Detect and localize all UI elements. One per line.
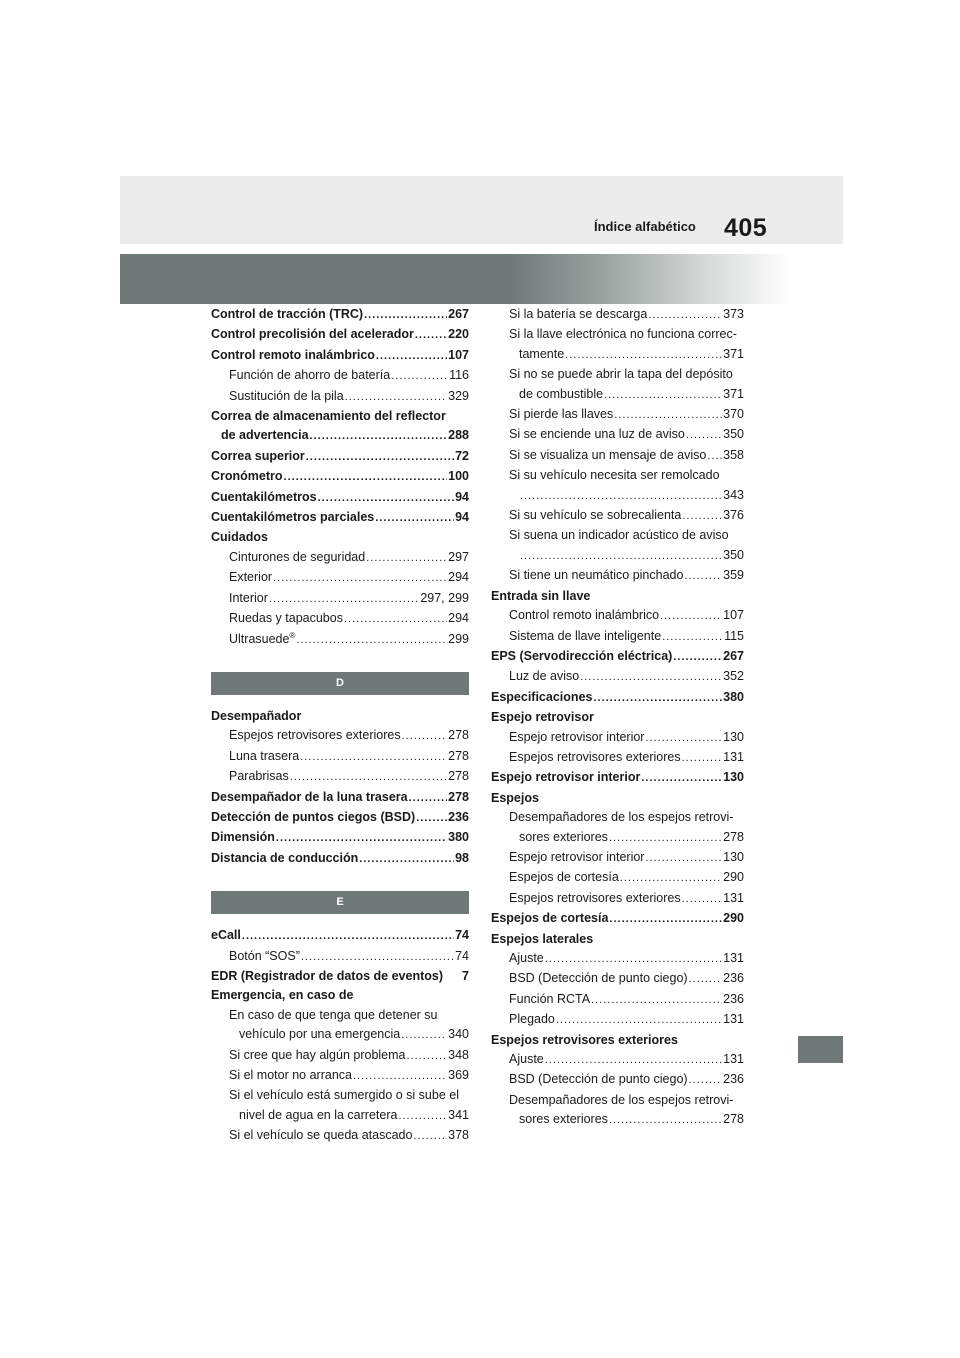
index-entry [491,949,744,969]
index-entry [211,346,469,366]
index-entry-term: Espejos retrovisores exteriores [509,890,681,905]
dot-leader [409,789,448,808]
index-entry-term: Desempañadores de los espejos retrovi- [509,810,734,825]
index-entry-page: 72 [455,448,469,463]
index-entry-term: Cuentakilómetros [211,489,317,504]
index-entry [211,366,469,386]
index-entry-page: 329 [448,388,469,403]
index-entry-term: Si su vehículo se sobrecalienta [509,508,682,523]
index-entry-page: 236 [723,991,744,1006]
index-entry-term: Sistema de llave inteligente [509,628,662,643]
index-entry [211,1066,469,1086]
index-entry [491,688,744,708]
index-entry-term: Espejo retrovisor [491,710,594,725]
dot-leader [364,306,447,325]
index-entry [491,848,744,868]
dot-leader [593,689,722,708]
dot-leader [359,850,454,869]
index-entry-term: Espejos retrovisores exteriores [509,749,681,764]
letter-header-d: D [211,672,469,695]
section-title: Índice alfabético [594,219,696,234]
index-entry-page: 236 [723,1072,744,1087]
index-entry-term: Entrada sin llave [491,588,591,603]
index-entry-term: Espejos retrovisores exteriores [491,1032,678,1047]
index-entry [491,526,744,545]
index-entry [491,990,744,1010]
index-entry-page: 380 [723,689,744,704]
index-entry-term: Especificaciones [491,689,593,704]
index-entry-page: 100 [448,469,469,484]
dot-leader [413,1127,447,1146]
index-entry-term: de advertencia [221,428,309,443]
dot-leader [609,1111,722,1130]
index-entry-page: 98 [455,850,469,865]
dot-leader [545,1051,722,1070]
page-number: 405 [724,214,768,242]
index-entry-term: Emergencia, en caso de [211,988,354,1003]
index-entry-page: 115 [724,628,744,643]
index-list [211,926,469,1146]
index-entry-term: Si se enciende una luz de aviso [509,427,685,442]
dot-leader [296,631,447,650]
index-entry-term: Desempañadores de los espejos retrovi- [509,1092,734,1107]
index-entry [491,446,744,466]
index-entry-term: Control de tracción (TRC) [211,307,364,321]
dot-leader [300,748,447,767]
index-entry-page: 343 [723,487,744,502]
index-entry [211,1046,469,1066]
index-entry [211,426,469,446]
dot-leader [415,326,447,345]
dot-leader [662,628,723,647]
dot-leader [684,567,722,586]
index-entry-page: 131 [723,749,744,764]
index-entry-page: 294 [448,570,469,585]
index-entry [491,587,744,606]
index-entry-term: Cuidados [211,530,268,545]
index-entry [491,647,744,667]
header-gradient-band [120,254,790,304]
index-entry [211,467,469,487]
index-entry-page: 350 [723,427,744,442]
index-entry-term: Exterior [229,570,273,585]
index-entry [211,767,469,787]
index-entry [211,508,469,528]
index-entry-term: EDR (Registrador de datos de eventos) [211,968,443,983]
index-entry-term: Espejo retrovisor interior [491,770,641,785]
index-entry [211,488,469,508]
index-entry [491,828,744,848]
index-entry-term: Si tiene un neumático pinchado [509,568,684,583]
index-entry-term: Detección de puntos ciegos (BSD) [211,809,416,824]
index-entry-term: Espejos [491,790,539,805]
index-entry-term: Espejos de cortesía [509,870,619,885]
dot-leader [375,509,454,528]
index-entry-page: 358 [723,447,744,462]
index-entry-page: 340 [448,1027,469,1042]
index-entry-term: tamente [519,346,565,361]
index-entry-term: Si pierde las llaves [509,407,614,422]
index-entry [211,407,469,426]
index-entry-page: 278 [723,829,744,844]
index-entry-page: 373 [723,307,744,321]
index-entry [491,1091,744,1110]
index-entry [491,667,744,687]
dot-leader [591,991,722,1010]
index-entry-term: Espejo retrovisor interior [509,849,645,864]
index-entry-term: Espejo retrovisor interior [509,729,645,744]
index-entry [211,589,469,609]
index-entry-page: 130 [723,729,744,744]
dot-leader [520,487,722,506]
dot-leader [641,769,722,788]
index-entry [491,728,744,748]
index-entry-term: Correa de almacenamiento del reflector [211,409,446,424]
dot-leader [645,729,722,748]
index-entry-term: Ultrasuede® [229,630,296,646]
index-entry-term: En caso de que tenga que detener su [229,1007,438,1022]
index-entry [491,909,744,929]
dot-leader [290,768,447,787]
index-entry [491,1110,744,1130]
index-entry [491,486,744,506]
index-entry-term: Si el motor no arranca [229,1068,352,1082]
index-entry-term: vehículo por una emergencia [239,1027,401,1042]
index-entry-term: Si la batería se descarga [509,307,648,321]
dot-leader [344,610,447,629]
index-entry-term: Función RCTA [509,991,591,1006]
index-entry-page: 267 [723,648,744,663]
index-entry-page: 131 [723,890,744,905]
dot-leader [565,346,722,365]
index-entry-page: 236 [448,809,469,824]
index-column-left [211,305,469,1147]
index-entry [491,889,744,909]
index-entry-term: Cuentakilómetros parciales [211,510,375,525]
dot-leader [556,1011,722,1030]
index-entry-page: 267 [448,307,469,321]
index-list [211,305,469,650]
index-entry-page: 288 [448,428,469,443]
dot-leader [398,1107,447,1126]
index-entry-term: de combustible [519,386,604,401]
dot-leader [416,809,447,828]
dot-leader [580,668,722,687]
dot-leader [609,829,722,848]
dot-leader [682,749,723,768]
dot-leader [318,489,455,508]
dot-leader [391,367,448,386]
index-entry-term: Dimensión [211,830,275,845]
dot-leader [660,607,722,626]
index-column-right [491,305,744,1131]
index-entry [211,707,469,726]
index-entry-page: 278 [723,1112,744,1127]
index-entry [491,345,744,365]
index-entry-term: Control remoto inalámbrico [509,608,660,623]
index-entry-term: Espejos de cortesía [491,911,609,926]
index-entry-term: Plegado [509,1012,555,1027]
dot-leader [609,910,722,929]
index-entry [491,365,744,384]
dot-leader [620,869,722,888]
index-entry-term: Si cree que hay algún problema [229,1047,406,1062]
index-entry [211,849,469,869]
dot-leader [345,388,447,407]
chapter-tab [798,1036,843,1063]
index-entry [211,630,469,650]
index-entry [491,1070,744,1090]
index-entry-page: 348 [448,1047,469,1062]
index-entry-term: nivel de agua en la carretera [239,1107,398,1122]
index-entry [211,926,469,946]
index-entry-page: 278 [448,789,469,804]
index-entry [491,1010,744,1030]
index-entry [211,447,469,467]
dot-leader [689,970,723,989]
index-entry [491,627,744,647]
index-entry-term: Desempañador [211,708,302,723]
index-entry-term: Ruedas y tapacubos [229,611,343,626]
letter-header-e: E [211,891,469,914]
index-entry [211,325,469,345]
index-list [491,305,744,1131]
dot-leader [301,948,454,967]
dot-leader [707,447,722,466]
index-entry-term: Distancia de conducción [211,850,359,865]
index-entry-term: eCall [211,928,241,943]
index-entry-page: 116 [449,368,469,383]
index-entry [491,708,744,727]
index-entry [491,1031,744,1050]
index-entry [491,748,744,768]
dot-leader [682,890,723,909]
index-entry [491,930,744,949]
dot-leader [689,1071,723,1090]
index-entry-page: 371 [723,386,744,401]
dot-leader [366,549,447,568]
index-entry [211,947,469,967]
index-entry-term: Sustitución de la pila [229,388,344,403]
index-entry-term: Botón “SOS” [229,948,300,963]
index-entry [491,425,744,445]
index-entry-page: 131 [723,1012,744,1027]
dot-leader [682,507,722,526]
index-entry [211,1126,469,1146]
index-entry-page: 131 [723,1052,744,1067]
index-entry-page: 350 [723,547,744,562]
index-entry-term: Ajuste [509,1052,544,1067]
index-entry-page: 380 [448,830,469,845]
index-entry-page: 341 [448,1107,469,1122]
index-entry [211,788,469,808]
index-entry-page: 352 [723,669,744,684]
index-entry [491,305,744,325]
index-entry [211,568,469,588]
index-entry-page: 74 [455,928,469,943]
index-entry-page: 376 [723,508,744,523]
index-entry-term: Control precolisión del acelerador [211,327,414,342]
index-entry-term: EPS (Servodirección eléctrica) [491,648,673,663]
index-entry-term: Si el vehículo está sumergido o si sube el [229,1088,459,1103]
index-entry-term: Función de ahorro de batería [229,368,391,383]
index-entry-term: Si no se puede abrir la tapa del depósito [509,367,733,382]
registered-mark: ® [289,630,296,640]
index-entry [491,1050,744,1070]
index-entry [491,969,744,989]
dot-leader [273,569,447,588]
dot-leader [673,648,722,667]
index-entry-page: 370 [723,407,744,422]
index-entry [211,548,469,568]
index-entry [211,967,469,986]
index-entry [211,305,469,325]
index-entry-term: sores exteriores [519,829,608,844]
index-entry-page: 131 [723,951,744,965]
dot-leader [545,950,722,969]
index-entry-term: Si el vehículo se queda atascado [229,1128,413,1143]
dot-leader [686,426,722,445]
index-entry [211,986,469,1005]
index-entry-page: 369 [448,1068,469,1082]
index-entry-term: Cronómetro [211,469,283,484]
dot-leader [614,406,722,425]
index-entry [211,808,469,828]
dot-leader [648,306,722,325]
index-entry-term: Interior [229,590,268,605]
index-entry [491,405,744,425]
index-entry-page: 94 [455,510,469,525]
index-entry [211,1106,469,1126]
index-entry-term: Ajuste [509,951,544,965]
dot-leader [269,590,419,609]
index-entry-page: 299 [448,631,469,646]
index-entry-page: 7 [462,968,469,983]
index-entry [211,1086,469,1105]
index-entry-page: 107 [448,347,469,362]
index-entry-page: 297 [448,549,469,564]
index-entry [211,726,469,746]
index-entry [491,325,744,344]
dot-leader [402,727,448,746]
index-entry-page: 290 [723,870,744,885]
index-entry-page: 294 [448,611,469,626]
index-entry [211,528,469,547]
index-entry [491,789,744,808]
index-entry [491,768,744,788]
index-entry-term: Desempañador de la luna trasera [211,789,408,804]
index-entry-page: 236 [723,971,744,986]
dot-leader [645,849,722,868]
dot-leader [353,1067,447,1086]
index-entry [491,546,744,566]
dot-leader [276,829,447,848]
index-entry-page: 378 [448,1128,469,1143]
index-entry-term: Espejos laterales [491,931,594,946]
index-entry [211,1006,469,1025]
index-entry [211,828,469,848]
dot-leader [520,547,722,566]
index-entry-term: BSD (Detección de punto ciego) [509,971,688,986]
index-list [211,707,469,869]
index-entry-term: Control remoto inalámbrico [211,347,375,362]
index-entry-term: Si se visualiza un mensaje de aviso [509,447,707,462]
index-entry-term: Si su vehículo necesita ser remolcado [509,468,720,483]
index-entry-page: 130 [723,770,744,785]
index-entry-page: 74 [455,948,469,963]
index-entry [491,606,744,626]
index-entry [211,1025,469,1045]
dot-leader [310,427,448,446]
index-entry-term: Si suena un indicador acústico de aviso [509,528,729,543]
index-entry-page: 359 [723,568,744,583]
dot-leader [284,468,448,487]
index-entry-page: 107 [723,608,744,623]
index-entry-term: Espejos retrovisores exteriores [229,728,401,743]
index-entry-term: Si la llave electrónica no funciona correc- [509,327,737,342]
dot-leader [242,927,454,946]
index-entry [491,808,744,827]
dot-leader [376,347,447,366]
index-entry-term: Cinturones de seguridad [229,549,366,564]
dot-leader [604,386,722,405]
dot-leader [401,1026,447,1045]
index-entry [211,747,469,767]
index-entry-page: 94 [455,489,469,504]
dot-leader [407,1047,448,1066]
index-entry [491,868,744,888]
index-entry [491,506,744,526]
dot-leader [306,448,454,467]
index-entry [211,609,469,629]
index-entry-term: sores exteriores [519,1112,608,1127]
index-entry-page: 371 [723,346,744,361]
index-entry-term: Correa superior [211,448,305,463]
index-entry [491,466,744,485]
index-entry-page: 278 [448,769,469,784]
index-entry [491,385,744,405]
index-entry-term: Luna trasera [229,748,300,763]
index-entry [491,566,744,586]
index-entry-page: 220 [448,327,469,342]
index-entry-term: Parabrisas [229,769,289,784]
index-entry-page: 297, 299 [420,590,469,605]
index-entry-page: 278 [448,728,469,743]
index-entry-page: 290 [723,911,744,926]
index-entry-page: 130 [723,849,744,864]
index-entry-page: 278 [448,748,469,763]
index-entry-term: BSD (Detección de punto ciego) [509,1072,688,1087]
index-entry-term: Luz de aviso [509,669,580,684]
index-entry [211,387,469,407]
